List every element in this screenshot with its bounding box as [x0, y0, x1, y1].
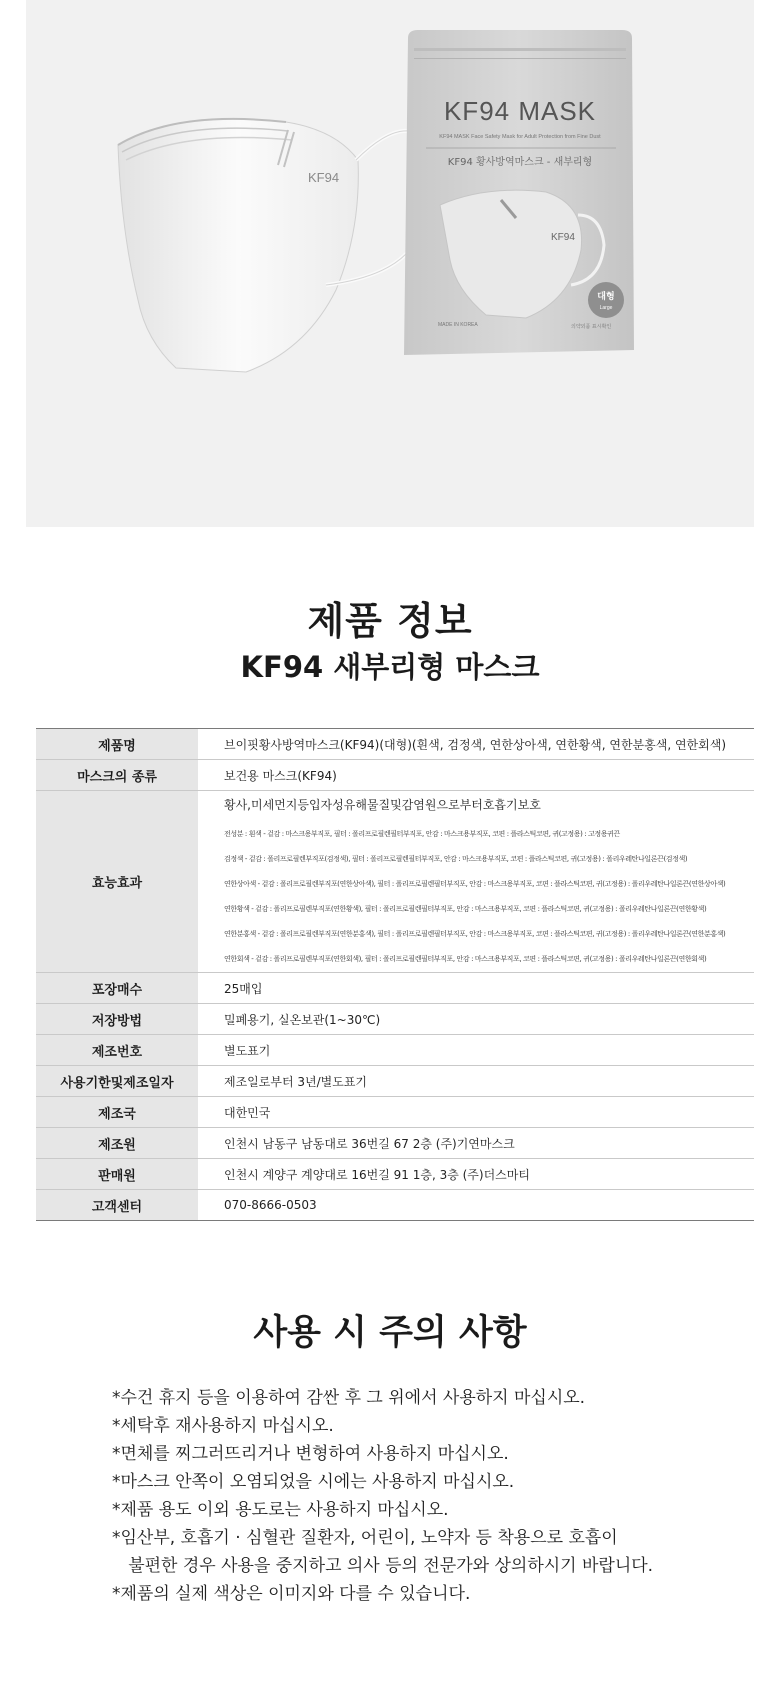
row-label: 포장매수 [36, 973, 198, 1004]
caution-item: *면체를 찌그러뜨리거나 변형하여 사용하지 마십시오. [112, 1444, 509, 1464]
table-row [36, 791, 754, 973]
mask-illustration [118, 119, 429, 372]
row-value: 대한민국 [198, 1097, 754, 1128]
row-label: 마스크의 종류 [36, 760, 198, 791]
row-value: 밀폐용기, 실온보관(1~30℃) [198, 1004, 754, 1035]
row-value: 별도표기 [198, 1035, 754, 1066]
ingredient-line: 연한황색 - 겉감 : 폴리프로필렌부직포(연한황색), 필터 : 폴리프로필렌필터부직포, 안감 : 마스크용부직포, 코편 : 플라스틱코편, 귀(고정용) : 폴리우레탄나일론끈(연한황색) [224, 905, 707, 913]
row-label: 사용기한및제조일자 [36, 1066, 198, 1097]
row-label: 저장방법 [36, 1004, 198, 1035]
effect-main-text: 황사,미세먼지등입자성유해물질및감염원으로부터호흡기보호 [224, 798, 541, 812]
table-row [36, 1066, 754, 1097]
row-value: 070-8666-0503 [198, 1190, 754, 1221]
ingredient-line: 연한회색 - 겉감 : 폴리프로필렌부직포(연한회색), 필터 : 폴리프로필렌필터부직포, 안감 : 마스크용부직포, 코편 : 플라스틱코편, 귀(고정용) : 폴리우레탄나일론끈(연한회색) [224, 955, 707, 963]
caution-item: *수건 휴지 등을 이용하여 감싼 후 그 위에서 사용하지 마십시오. [112, 1388, 586, 1408]
row-label: 제조원 [36, 1128, 198, 1159]
package-footer-right: 의약외품 표시확인 [571, 324, 612, 330]
table-row [36, 729, 754, 760]
table-row [36, 1159, 754, 1190]
package-illustration [404, 30, 634, 355]
mask-kf94-print: KF94 [308, 170, 340, 185]
table-row [36, 1128, 754, 1159]
row-label: 판매원 [36, 1159, 198, 1190]
ingredient-line: 연한분홍색 - 겉감 : 폴리프로필렌부직포(연한분홍색), 필터 : 폴리프로필렌필터부직포, 안감 : 마스크용부직포, 코편 : 플라스틱코편, 귀(고정용) : 폴리우레탄나일론끈(연한분홍색) [224, 930, 726, 938]
size-badge-text: 대형 [597, 292, 615, 302]
ingredient-line: 검정색 - 겉감 : 폴리프로필렌부직포(검정색), 필터 : 폴리프로필렌필터부직포, 안감 : 마스크용부직포, 코편 : 플라스틱코편, 귀(고정용) : 폴리우레탄나일론끈(검정색) [224, 855, 688, 863]
package-brand-text: KF94 MASK [443, 96, 597, 126]
effect-cell [198, 791, 754, 973]
row-value: 보건용 마스크(KF94) [198, 760, 754, 791]
table-row [36, 1004, 754, 1035]
row-value: 브이핏황사방역마스크(KF94)(대형)(흰색, 검정색, 연한상아색, 연한황색, 연한분홍색, 연한회색) [198, 729, 754, 760]
caution-list [112, 1384, 752, 1608]
table-row [36, 1097, 754, 1128]
row-value: 인천시 계양구 계양대로 16번길 91 1층, 3층 (주)더스마티 [198, 1159, 754, 1190]
caution-title: 사용 시 주의 사항 [253, 1313, 527, 1353]
row-value: 제조일로부터 3년/별도표기 [198, 1066, 754, 1097]
caution-item: *마스크 안쪽이 오염되었을 시에는 사용하지 마십시오. [112, 1472, 515, 1492]
product-spec-table [36, 728, 754, 1221]
ingredient-line: 연한상아색 - 겉감 : 폴리프로필렌부직포(연한상아색), 필터 : 폴리프로필렌필터부직포, 안감 : 마스크용부직포, 코편 : 플라스틱코편, 귀(고정용) : 폴리우레탄나일론끈(연한상아색) [224, 880, 726, 888]
row-label: 제조번호 [36, 1035, 198, 1066]
product-hero-image [26, 0, 754, 527]
table-row [36, 1035, 754, 1066]
section-title: 제품 정보 [307, 599, 473, 643]
caution-item: 불편한 경우 사용을 중지하고 의사 등의 전문가와 상의하시기 바랍니다. [112, 1556, 654, 1576]
caution-item: *세탁후 재사용하지 마십시오. [112, 1416, 334, 1436]
product-illustration [26, 0, 754, 527]
table-row [36, 973, 754, 1004]
row-label: 제품명 [36, 729, 198, 760]
caution-item: *제품 용도 이외 용도로는 사용하지 마십시오. [112, 1500, 449, 1520]
package-tagline-text: KF94 MASK Face Safety Mask for Adult Protection from Fine Dust [439, 134, 601, 140]
size-badge-sub-text: Large [599, 305, 613, 311]
row-value: 인천시 남동구 남동대로 36번길 67 2층 (주)기연마스크 [198, 1128, 754, 1159]
section-subtitle: KF94 새부리형 마스크 [240, 650, 540, 684]
caution-item: *제품의 실제 색상은 이미지와 다를 수 있습니다. [112, 1584, 471, 1604]
package-subtitle-text: KF94 황사방역마스크 - 새부리형 [447, 157, 593, 168]
table-row [36, 1190, 754, 1221]
row-label: 제조국 [36, 1097, 198, 1128]
package-inner-print: KF94 [551, 232, 575, 243]
table-row [36, 760, 754, 791]
caution-item: *임산부, 호흡기 · 심혈관 질환자, 어린이, 노약자 등 착용으로 호흡이 [112, 1528, 618, 1548]
row-label: 효능효과 [36, 791, 198, 973]
row-value: 25매입 [198, 973, 754, 1004]
package-footer-left: MADE IN KOREA [438, 322, 478, 328]
ingredient-line: 전성분 : 흰색 - 겉감 : 마스크용부직포, 필터 : 폴리프로필렌필터부직포, 안감 : 마스크용부직포, 코편 : 플라스틱코편, 귀(고정용) : 고정용귀끈 [224, 830, 620, 838]
row-label: 고객센터 [36, 1190, 198, 1221]
